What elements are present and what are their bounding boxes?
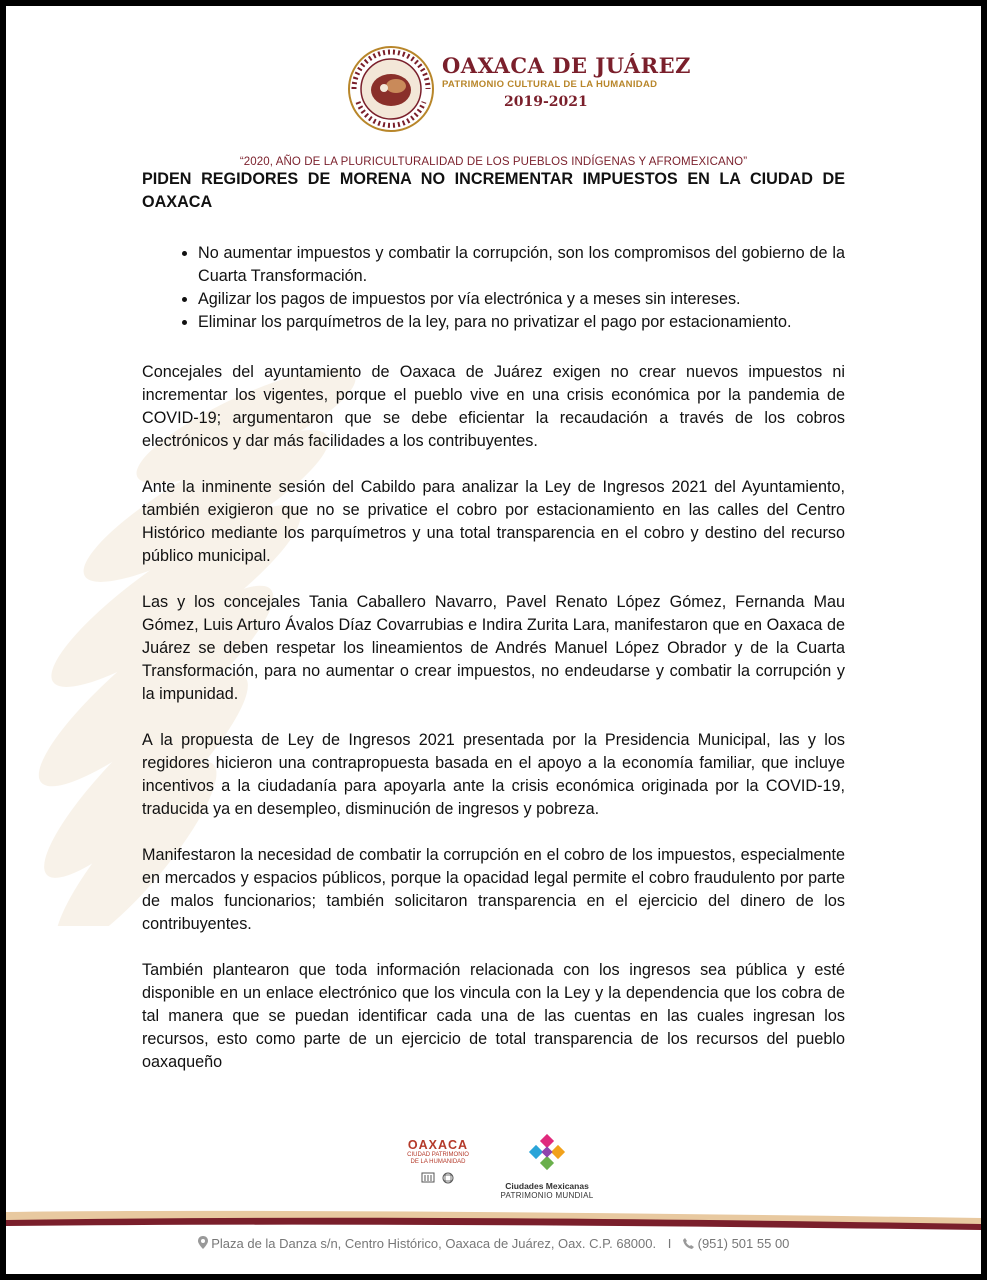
press-release-body xyxy=(142,168,845,1097)
ciudades-logo-sub: PATRIMONIO MUNDIAL xyxy=(500,1191,594,1200)
paragraph: Manifestaron la necesidad de combatir la corrupción en el cobro de los impuestos, especialmente en mercados y espacios públicos, porque la opacidad legal permite el cobro fraudulento por parte de malos funcionarios; también solicitaron transparencia en el ejercicio del dinero de los contribuyentes. xyxy=(142,846,845,933)
year-motto: “2020, AÑO DE LA PLURICULTURALIDAD DE LOS PUEBLOS INDÍGENAS Y AFROMEXICANO” xyxy=(239,156,748,168)
paragraph: Las y los concejales Tania Caballero Navarro, Pavel Renato López Gómez, Fernanda Mau Gómez, Luis Arturo Ávalos Díaz Covarrubias e Indira Zurita Lara, manifestaron que en Oaxaca de Juárez se deben respetar los lineamientos de Andrés Manuel López Obrador y de la Cuarta Transformación, para no aumentar o crear impuestos, no endeudarse y combatir la corrupción y la impunidad. xyxy=(142,593,845,703)
city-name: OAXACA DE JUÁREZ xyxy=(442,53,691,78)
paragraph: A la propuesta de Ley de Ingresos 2021 presentada por la Presidencia Municipal, las y los regidores hicieron una contrapropuesta basada en el apoyo a la economía familiar, que incluye incentivos a la ciudadanía para apoyarla ante la crisis económica originada por la COVID-19, traducida ya en desempleo, disminución de ingresos y pobreza. xyxy=(142,731,845,818)
oaxaca-logo-name: OAXACA xyxy=(407,1138,469,1152)
key-point: • Eliminar los parquímetros de la ley, para no privatizar el pago por estacionamiento. xyxy=(198,311,845,334)
headline: PIDEN REGIDORES DE MORENA NO INCREMENTAR IMPUESTOS EN LA CIUDAD DE OAXACA xyxy=(142,170,845,211)
phone-icon xyxy=(683,1238,694,1249)
letterhead-title xyxy=(442,54,702,110)
ciudades-logo-name: Ciudades Mexicanas xyxy=(505,1181,589,1191)
oaxaca-heritage-logo xyxy=(398,1138,478,1191)
paragraph: Concejales del ayuntamiento de Oaxaca de Juárez exigen no crear nuevos impuestos ni incrementar los vigentes, porque el pueblo vive en una crisis económica por la pandemia de COVID-19; argumentaron que se debe eficientar la recaudación a través de los cobros electrónicos y dar más facilidades a los contribuyentes. xyxy=(142,363,845,450)
key-point: • No aumentar impuestos y combatir la corrupción, son los compromisos del gobierno de la Cuarta Transformación. xyxy=(198,242,845,288)
address: Plaza de la Danza s/n, Centro Histórico, Oaxaca de Juárez, Oax. C.P. 68000. xyxy=(211,1236,657,1251)
municipal-seal-icon xyxy=(346,44,436,134)
oaxaca-logo-line1: CIUDAD PATRIMONIO xyxy=(407,1152,469,1158)
key-points-list xyxy=(142,242,845,334)
administration-period: 2019-2021 xyxy=(504,94,588,110)
heritage-subtitle: PATRIMONIO CULTURAL DE LA HUMANIDAD xyxy=(442,79,658,90)
paragraph: También plantearon que toda información relacionada con los ingresos sea pública y esté disponible en un enlace electrónico que los vincula con la Ley y la dependencia que los cobra de tal manera que se puedan identificar cada una de las cuentas en las cuales ingresan los recursos, esto como parte de un ejercicio de total transparencia de los recursos del pueblo oaxaqueño xyxy=(142,961,845,1071)
footer-logos xyxy=(6,1134,981,1214)
ciudades-mexicanas-logo xyxy=(492,1134,602,1200)
ciudades-mexicanas-emblem-icon xyxy=(527,1134,567,1174)
key-point: • Agilizar los pagos de impuestos por vía electrónica y a meses sin intereses. xyxy=(198,288,845,311)
letterhead xyxy=(6,34,981,168)
separator: I xyxy=(667,1236,672,1251)
paragraph: Ante la inminente sesión del Cabildo para analizar la Ley de Ingresos 2021 del Ayuntamiento, también exigieron que no se privatice el cobro por estacionamiento en las calles del Centro Histórico mediante los parquímetros y una total transparencia en el cobro y destino del recurso público municipal. xyxy=(142,478,845,565)
footer-band xyxy=(6,1208,981,1236)
unesco-emblem-icon xyxy=(408,1170,468,1186)
phone-number: (951) 501 55 00 xyxy=(697,1236,790,1251)
contact-line xyxy=(6,1236,981,1251)
oaxaca-logo-line2: DE LA HUMANIDAD xyxy=(410,1159,466,1165)
location-pin-icon xyxy=(198,1236,208,1249)
document-page xyxy=(6,6,981,1274)
